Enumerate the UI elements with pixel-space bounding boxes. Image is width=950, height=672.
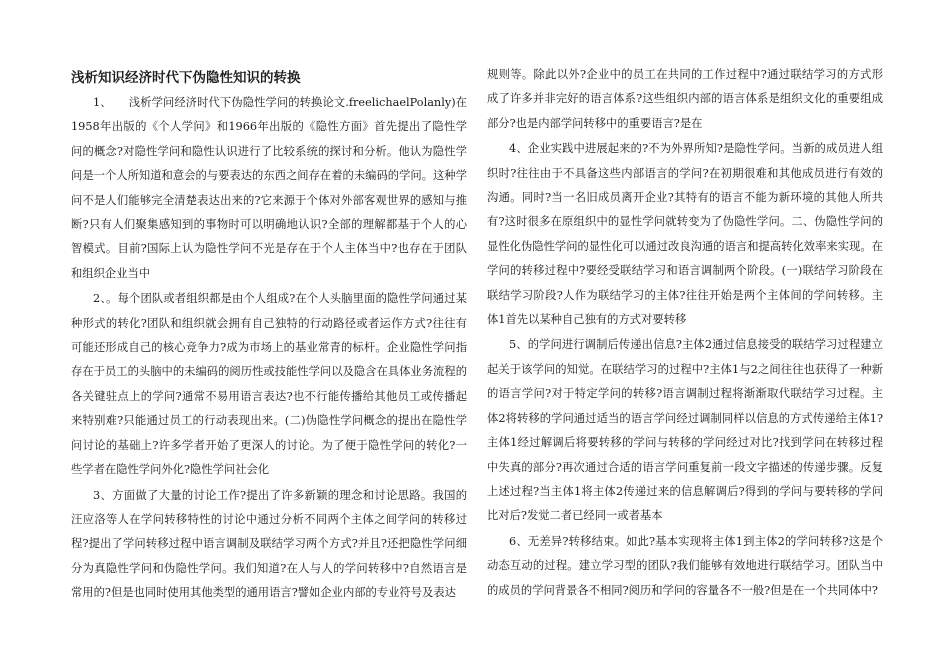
right-column [487,63,883,604]
paragraph-6: 6、无差异?转移结束。如此?基本实现将主体1到主体2的学问转移?这是个动态互动的过程。建立学习型的团队?我们能够有效地进行联结学习。团队当中的成员的学问背景各不相同?阅历和学问的容量各不一般?但是在一个共同体中? [487,534,883,597]
paragraph-3-continued: 规则等。除此以外?企业中的员工在共同的工作过程中?通过联结学习的方式形成了许多并非完好的语言体系?这些组织内部的语言体系是组织文化的重要组成部分?也是内部学问转移中的重要语言?是在 [487,68,883,130]
left-column [71,66,467,607]
paragraph-5: 5、的学问进行调制后传递出信息?主体2通过信息接受的联结学习过程建立起关于该学问的知觉。在联结学习的过程中?主体1与2之间往往也获得了一种新的语言学问?对于特定学问的转移?语言调制过程将渐渐取代联结学习过程。主体2将转移的学问通过适当的语言学问经过调制同样以信息的方式传递给主体1?主体1经过解调后将要转移的学问与转移的学问经过对比?找到学问在转移过程中失真的部分?再次通过合适的语言学问重复前一段文字描述的传递步骤。反复上述过程?当主体1将主体2传递过来的信息解调后?得到的学问与要转移的学问比对后?发觉二者已经同一或者基本 [487,338,883,523]
document-title: 浅析知识经济时代下伪隐性知识的转换 [71,70,301,86]
paragraph-1: 1、 浅析学问经济时代下伪隐性学问的转换论文.freelichaelPolanly)在1958年出版的《个人学问》和1966年出版的《隐性方面》首先提出了隐性学问的概念?对隐性学问和隐性认识进行了比较系统的探讨和分析。他认为隐性学问是一个人所知道和意会的与要表达的东西之间存在着的未编码的学问。这种学问不是人们能够完全清楚表达出来的?它来源于个体对外部客观世界的感知与推断?只有人们聚集感知到的事物时可以明确地认识?全部的理解都基于个人的心智模式。目前?国际上认为隐性学问不光是存在于个人主体当中?也存在于团队和组织企业当中 [71,96,467,280]
paragraph-3: 3、方面做了大量的讨论工作?提出了许多新颖的理念和讨论思路。我国的汪应洛等人在学问转移特性的讨论中通过分析不同两个主体之间学问的转移过程?提出了学问转移过程中语言调制及联结学习两个方式?并且?还把隐性学问细分为真隐性学问和伪隐性学问。我们知道?在人与人的学问转移中?自然语言是常用的?但是也同时使用其他类型的通用语言?譬如企业内部的专业符号及表达 [71,488,467,600]
paragraph-4: 4、企业实践中进展起来的?不为外界所知?是隐性学问。当新的成员进人组织时?往往由于不具备这些内部语言的学问?在初期很难和其他成员进行有效的沟通。同时?当一名旧成员离开企业?其特有的语言不能为新环境的其他人所共有?这时很多在原组织中的显性学问就转变为了伪隐性学问。二、伪隐性学问的显性化伪隐性学问的显性化可以通过改良沟通的语言和提高转化效率来实现。在学问的转移过程中?要经受联结学习和语言调制两个阶段。(一)联结学习阶段在联结学习阶段?人作为联结学习的主体?往往开始是两个主体间的学问转移。主体1首先以某种自己独有的方式对要转移 [487,142,883,327]
paragraph-2: 2、。每个团队或者组织都是由个人组成?在个人头脑里面的隐性学问通过某种形式的转化?团队和组织就会拥有自己独特的行动路径或者运作方式?往往有可能还形成自己的核心竞争力?成为市场上的基业常青的标杆。企业隐性学问指存在于员工的头脑中的未编码的阅历性或技能性学问以及隐含在具体业务流程的各关键驻点上的学问?通常不易用语言表达?也不行能传播给其他员工或传播起来特别难?只能通过员工的行动表现出来。(二)伪隐性学问概念的提出在隐性学问讨论的基础上?许多学者开始了更深人的讨论。为了便于隐性学问的转化?一些学者在隐性学问外化?隐性学问社会化 [71,292,467,477]
